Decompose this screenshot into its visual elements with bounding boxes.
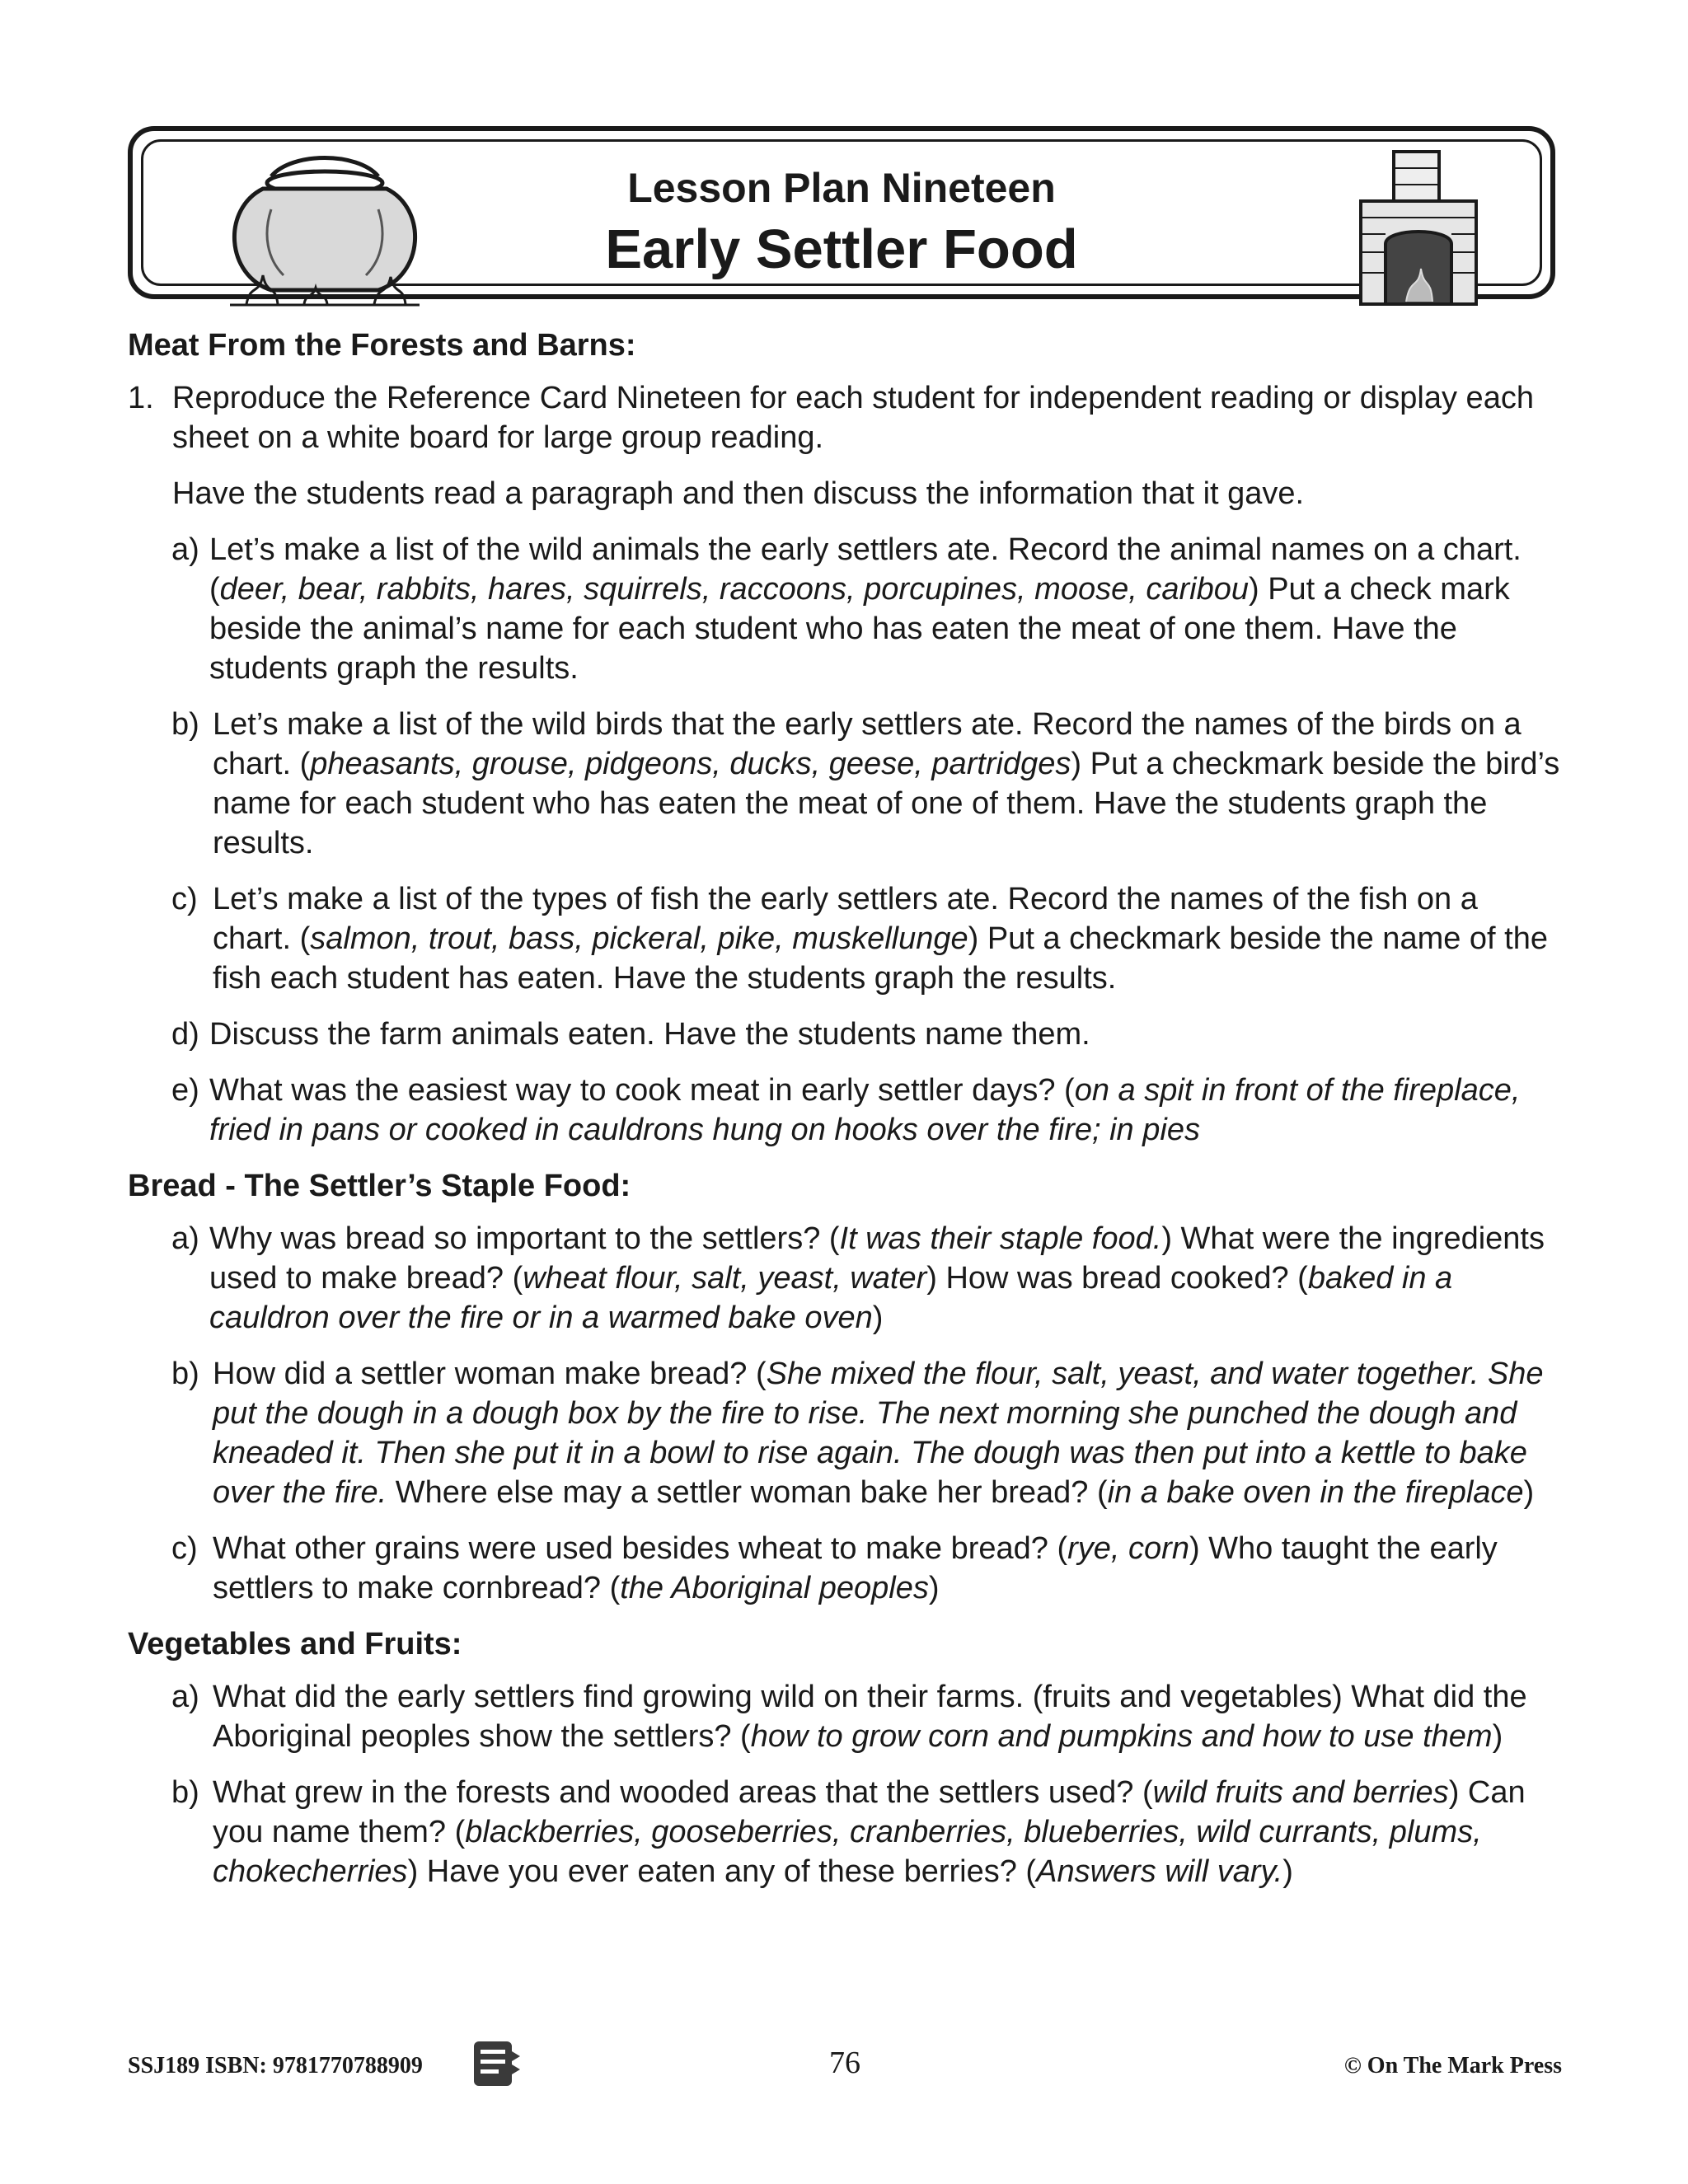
item-text: Let’s make a list of the wild animals the early settlers ate. Record the animal names on a chart. ( — [209, 532, 1522, 607]
list-item-forest-fruits — [128, 1773, 1562, 1891]
item-text: ) Put a checkmark beside the bird’s name for each student who has eaten the meat of one of them. Have the students graph the results. — [213, 747, 1560, 860]
item-answer: the Aboriginal peoples — [620, 1571, 929, 1605]
list-item-fish — [128, 879, 1562, 998]
item-marker: b) — [171, 1775, 199, 1810]
list-item-farm-animals — [128, 1015, 1562, 1054]
item-text: ) Who taught the early settlers to make cornbread? ( — [213, 1531, 1498, 1605]
item-answer: She mixed the flour, salt, yeast, and water together. She put the dough in a dough box by the fire to rise. The next morning she punched the dough and kneaded it. Then she put it in a bowl to rise again. The dough was then put into a kettle to bake over the fire. — [213, 1357, 1544, 1510]
lesson-plan-title: Lesson Plan Nineteen — [627, 165, 1056, 211]
item-text: ) How was bread cooked? ( — [926, 1261, 1308, 1296]
list-item-wild-animals — [128, 530, 1562, 688]
item-marker: b) — [171, 1357, 199, 1391]
item-answer: wheat flour, salt, yeast, water — [523, 1261, 927, 1296]
item-marker: d) — [171, 1017, 199, 1052]
item-text: ) — [928, 1571, 940, 1605]
item-answer: rye, corn — [1067, 1531, 1189, 1566]
item-marker: a) — [171, 1680, 199, 1714]
page-footer — [128, 2040, 1562, 2089]
item-text: ) Put a checkmark beside the name of the fish each student has eaten. Have the students graph the results. — [213, 921, 1548, 996]
section-heading-bread: Bread - The Settler’s Staple Food: — [128, 1169, 631, 1203]
item-marker: b) — [171, 707, 199, 742]
item-answer: Answers will vary. — [1036, 1854, 1283, 1889]
instruction-text: Reproduce the Reference Card Nineteen for each student for independent reading or display each sheet on a white board for large group reading. — [172, 381, 1534, 455]
lesson-header-box — [128, 126, 1555, 299]
item-text: Where else may a settler woman bake her bread? ( — [387, 1475, 1108, 1510]
item-text: Why was bread so important to the settlers? ( — [209, 1221, 840, 1256]
item-answer: in a bake oven in the fireplace — [1107, 1475, 1524, 1510]
item-text: What did the early settlers find growing wild on their farms. (fruits and vegetables) What did the Aboriginal peoples show the settlers? ( — [213, 1680, 1527, 1754]
section-heading-meat: Meat From the Forests and Barns: — [128, 328, 636, 363]
discussion-paragraph: Have the students read a paragraph and then discuss the information that it gave. — [172, 476, 1305, 511]
item-text: ) Put a check mark beside the animal’s name for each student who has eaten the meat of one them. Have the students graph the results. — [209, 572, 1510, 686]
item-text: What grew in the forests and wooded areas that the settlers used? ( — [213, 1775, 1153, 1810]
list-item-other-grains — [128, 1529, 1562, 1608]
item-text: Let’s make a list of the wild birds that the early settlers ate. Record the names of the birds on a chart. ( — [213, 707, 1522, 781]
item-answer: pheasants, grouse, pidgeons, ducks, geese, partridges — [310, 747, 1071, 781]
item-marker: e) — [171, 1073, 199, 1108]
item-text: Let’s make a list of the types of fish the early settlers ate. Record the names of the fish on a chart. ( — [213, 882, 1478, 956]
item-marker: c) — [171, 1531, 198, 1566]
item-text: How did a settler woman make bread? ( — [213, 1357, 767, 1391]
item-text: ) What were the ingredients used to make bread? ( — [209, 1221, 1545, 1296]
item-text: ) Have you ever eaten any of these berries? ( — [407, 1854, 1037, 1889]
section-heading-vegetables: Vegetables and Fruits: — [128, 1627, 462, 1661]
item-answer: blackberries, gooseberries, cranberries, blueberries, wild currants, plums, chokecherries — [213, 1815, 1482, 1889]
header-inner-border — [141, 139, 1542, 286]
instruction-item-1 — [128, 378, 1562, 457]
item-number: 1. — [128, 381, 154, 415]
list-item-wild-birds — [128, 705, 1562, 863]
item-marker: c) — [171, 882, 198, 916]
item-text: ) Can you name them? ( — [213, 1775, 1526, 1849]
item-text: ) — [1492, 1719, 1503, 1754]
footer-product-code: SSJ189 ISBN: 9781770788909 — [128, 2053, 423, 2079]
item-answer: deer, bear, rabbits, hares, squirrels, raccoons, porcupines, moose, caribou — [219, 572, 1249, 607]
item-text: ) — [1282, 1854, 1293, 1889]
item-answer: baked in a cauldron over the fire or in a warmed bake oven — [209, 1261, 1453, 1335]
list-item-wild-growth — [128, 1677, 1562, 1756]
item-answer: It was their staple food. — [839, 1221, 1162, 1256]
fireplace-illustration — [1348, 145, 1489, 310]
item-answer: salmon, trout, bass, pickeral, pike, muskellunge — [310, 921, 968, 956]
item-text: What other grains were used besides wheat to make bread? ( — [213, 1531, 1068, 1566]
item-answer: how to grow corn and pumpkins and how to use them — [750, 1719, 1493, 1754]
lesson-subtitle: Early Settler Food — [605, 218, 1078, 280]
lesson-content — [128, 326, 1562, 1908]
item-text: ) — [1523, 1475, 1535, 1510]
item-text: Discuss the farm animals eaten. Have the students name them. — [209, 1017, 1090, 1052]
footer-copyright: © On The Mark Press — [1343, 2053, 1562, 2079]
item-marker: a) — [171, 1221, 199, 1256]
item-text: ) — [872, 1301, 884, 1335]
list-item-bread-making — [128, 1354, 1562, 1512]
list-item-bread-importance — [128, 1219, 1562, 1338]
item-text: What was the easiest way to cook meat in early settler days? ( — [209, 1073, 1075, 1108]
item-answer: on a spit in front of the fireplace, fried in pans or cooked in cauldrons hung on hooks over the fire; in pies — [209, 1073, 1521, 1147]
page-number: 76 — [829, 2046, 860, 2080]
item-marker: a) — [171, 532, 199, 567]
list-item-cook-meat — [128, 1071, 1562, 1150]
item-answer: wild fruits and berries — [1152, 1775, 1449, 1810]
